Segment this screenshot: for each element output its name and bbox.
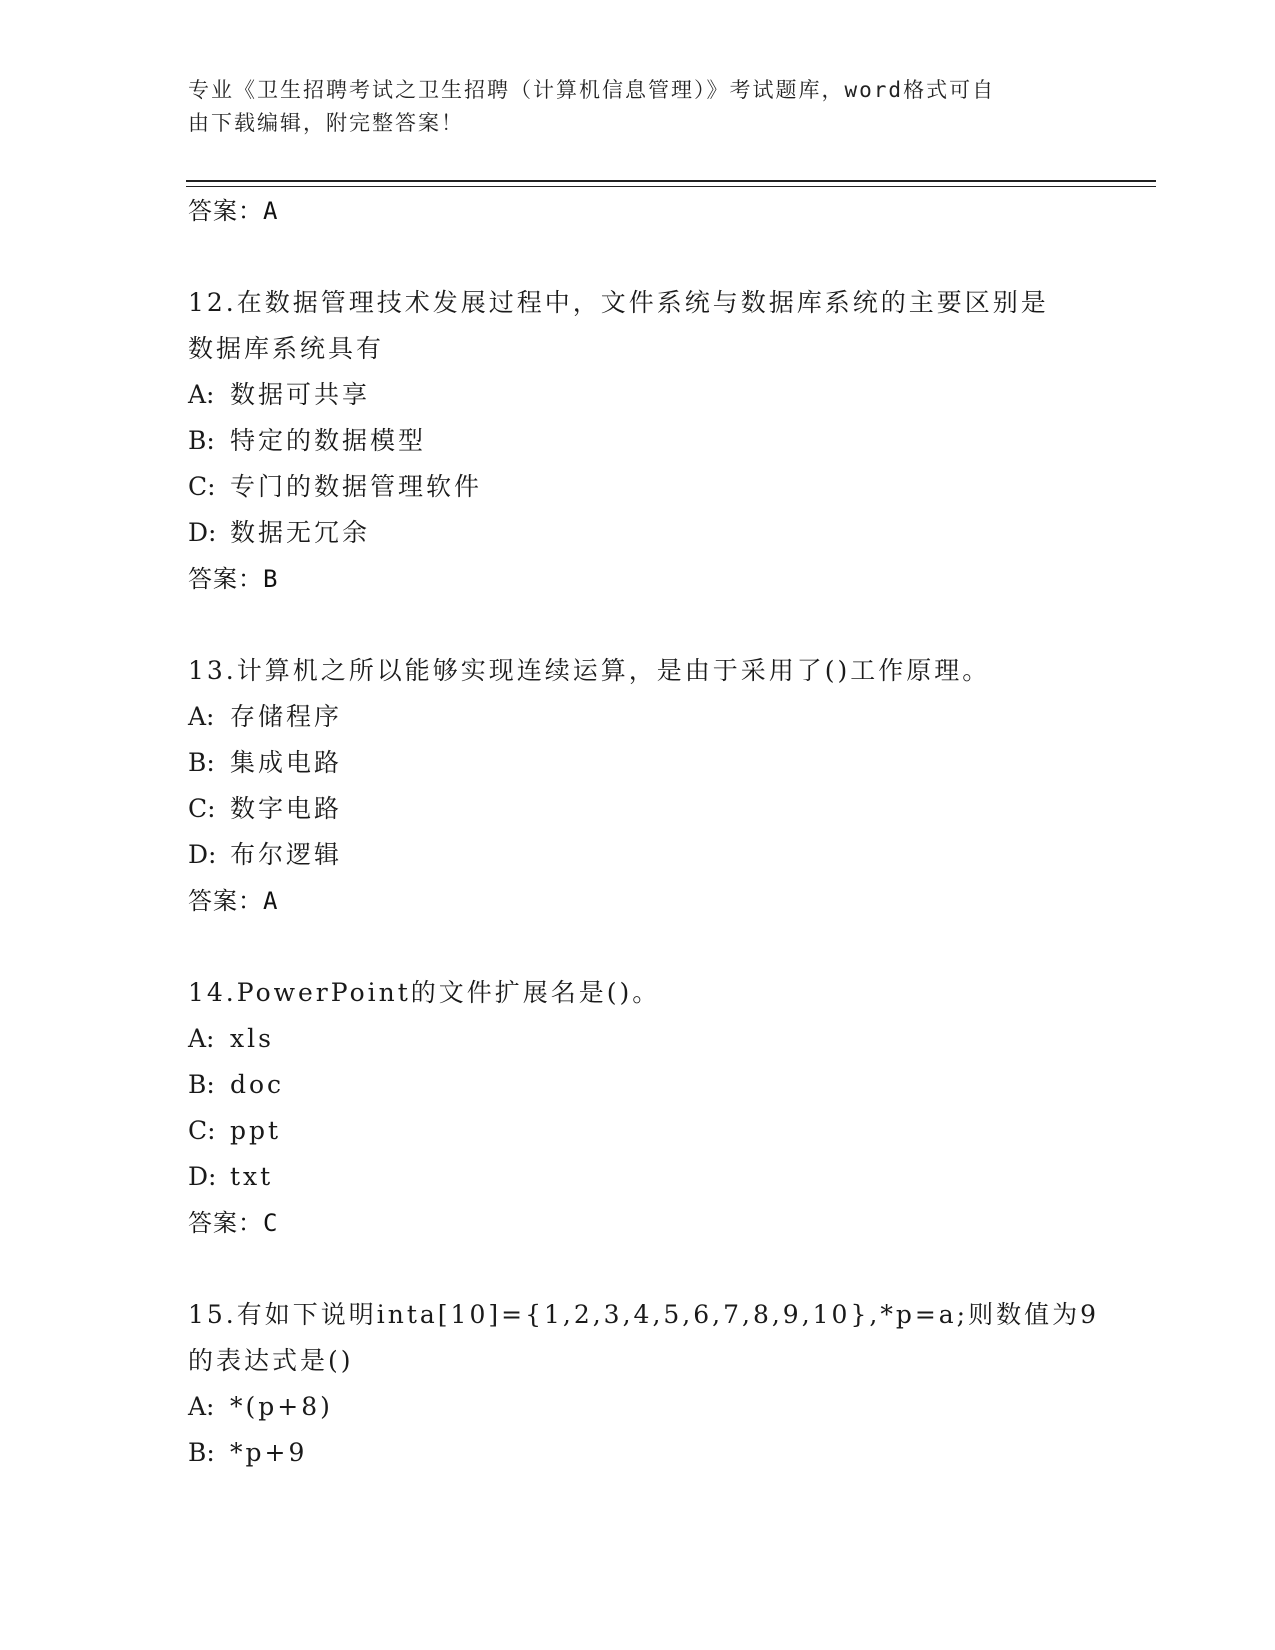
- question-12-option-d: [188, 510, 1108, 556]
- option-text: *p+9: [230, 1438, 308, 1467]
- question-15-option-b: [188, 1430, 1108, 1476]
- answer-label: 答案：: [188, 197, 263, 225]
- question-13-text: [188, 648, 1108, 694]
- option-letter: A:: [188, 380, 215, 409]
- option-letter: B:: [188, 1438, 215, 1467]
- option-letter: D:: [188, 518, 217, 547]
- option-letter: B:: [188, 426, 215, 455]
- option-letter: D:: [188, 1162, 217, 1191]
- option-letter: C:: [188, 1116, 216, 1145]
- option-text: 专门的数据管理软件: [230, 472, 483, 501]
- option-letter: B:: [188, 1070, 215, 1099]
- question-line: 13.计算机之所以能够实现连续运算，是由于采用了()工作原理。: [188, 656, 991, 685]
- question-14-option-d: [188, 1154, 1108, 1200]
- question-13-option-d: [188, 832, 1108, 878]
- option-text: 布尔逻辑: [230, 840, 343, 869]
- question-line: 15.有如下说明inta[10]={1,2,3,4,5,6,7,8,9,10},*p=a;则数值为9: [188, 1300, 1099, 1329]
- question-line: 14.PowerPoint的文件扩展名是()。: [188, 978, 661, 1007]
- spacer: [188, 234, 1108, 280]
- option-text: xls: [230, 1024, 274, 1053]
- option-letter: B:: [188, 748, 215, 777]
- spacer: [188, 924, 1108, 970]
- option-letter: A:: [188, 1392, 215, 1421]
- answer-label: 答案：: [188, 565, 263, 593]
- question-13-option-c: [188, 786, 1108, 832]
- option-letter: A:: [188, 702, 215, 731]
- spacer: [188, 602, 1108, 648]
- option-text: 集成电路: [230, 748, 343, 777]
- question-line: 数据库系统具有: [188, 334, 385, 363]
- question-list: [188, 188, 1108, 1476]
- question-14-answer: [188, 1200, 1108, 1246]
- question-12-option-a: [188, 372, 1108, 418]
- option-text: 存储程序: [230, 702, 343, 731]
- question-line: 12.在数据管理技术发展过程中，文件系统与数据库系统的主要区别是: [188, 288, 1049, 317]
- question-13-option-b: [188, 740, 1108, 786]
- document-header: [188, 74, 1068, 140]
- header-line-2: 由下载编辑，附完整答案！: [188, 111, 464, 135]
- option-letter: C:: [188, 472, 216, 501]
- option-text: ppt: [230, 1116, 282, 1145]
- question-12-option-b: [188, 418, 1108, 464]
- answer-value: A: [263, 197, 278, 225]
- question-13-answer: [188, 878, 1108, 924]
- answer-label: 答案：: [188, 887, 263, 915]
- answer-value: A: [263, 887, 278, 915]
- option-text: *(p+8): [230, 1392, 333, 1421]
- header-divider-thin: [186, 186, 1156, 187]
- question-15-option-a: [188, 1384, 1108, 1430]
- question-line: 的表达式是(): [188, 1346, 354, 1375]
- spacer: [188, 1246, 1108, 1292]
- option-text: 数据无冗余: [230, 518, 371, 547]
- header-line-1: 专业《卫生招聘考试之卫生招聘（计算机信息管理）》考试题库，word格式可自: [188, 78, 996, 102]
- question-12-option-c: [188, 464, 1108, 510]
- answer-value: C: [263, 1209, 278, 1237]
- answer-value: B: [263, 565, 278, 593]
- option-letter: C:: [188, 794, 216, 823]
- answer-line: [188, 188, 1108, 234]
- question-14-option-c: [188, 1108, 1108, 1154]
- question-14-text: [188, 970, 1108, 1016]
- question-14-option-b: [188, 1062, 1108, 1108]
- option-letter: D:: [188, 840, 217, 869]
- question-14-option-a: [188, 1016, 1108, 1062]
- option-text: 数字电路: [230, 794, 343, 823]
- question-13-option-a: [188, 694, 1108, 740]
- option-text: 特定的数据模型: [230, 426, 427, 455]
- question-12-text: [188, 280, 1108, 372]
- option-text: 数据可共享: [230, 380, 371, 409]
- answer-label: 答案：: [188, 1209, 263, 1237]
- header-divider-thick: [186, 180, 1156, 182]
- option-text: txt: [230, 1162, 274, 1191]
- question-15-text: [188, 1292, 1108, 1384]
- question-12-answer: [188, 556, 1108, 602]
- option-text: doc: [230, 1070, 285, 1099]
- option-letter: A:: [188, 1024, 215, 1053]
